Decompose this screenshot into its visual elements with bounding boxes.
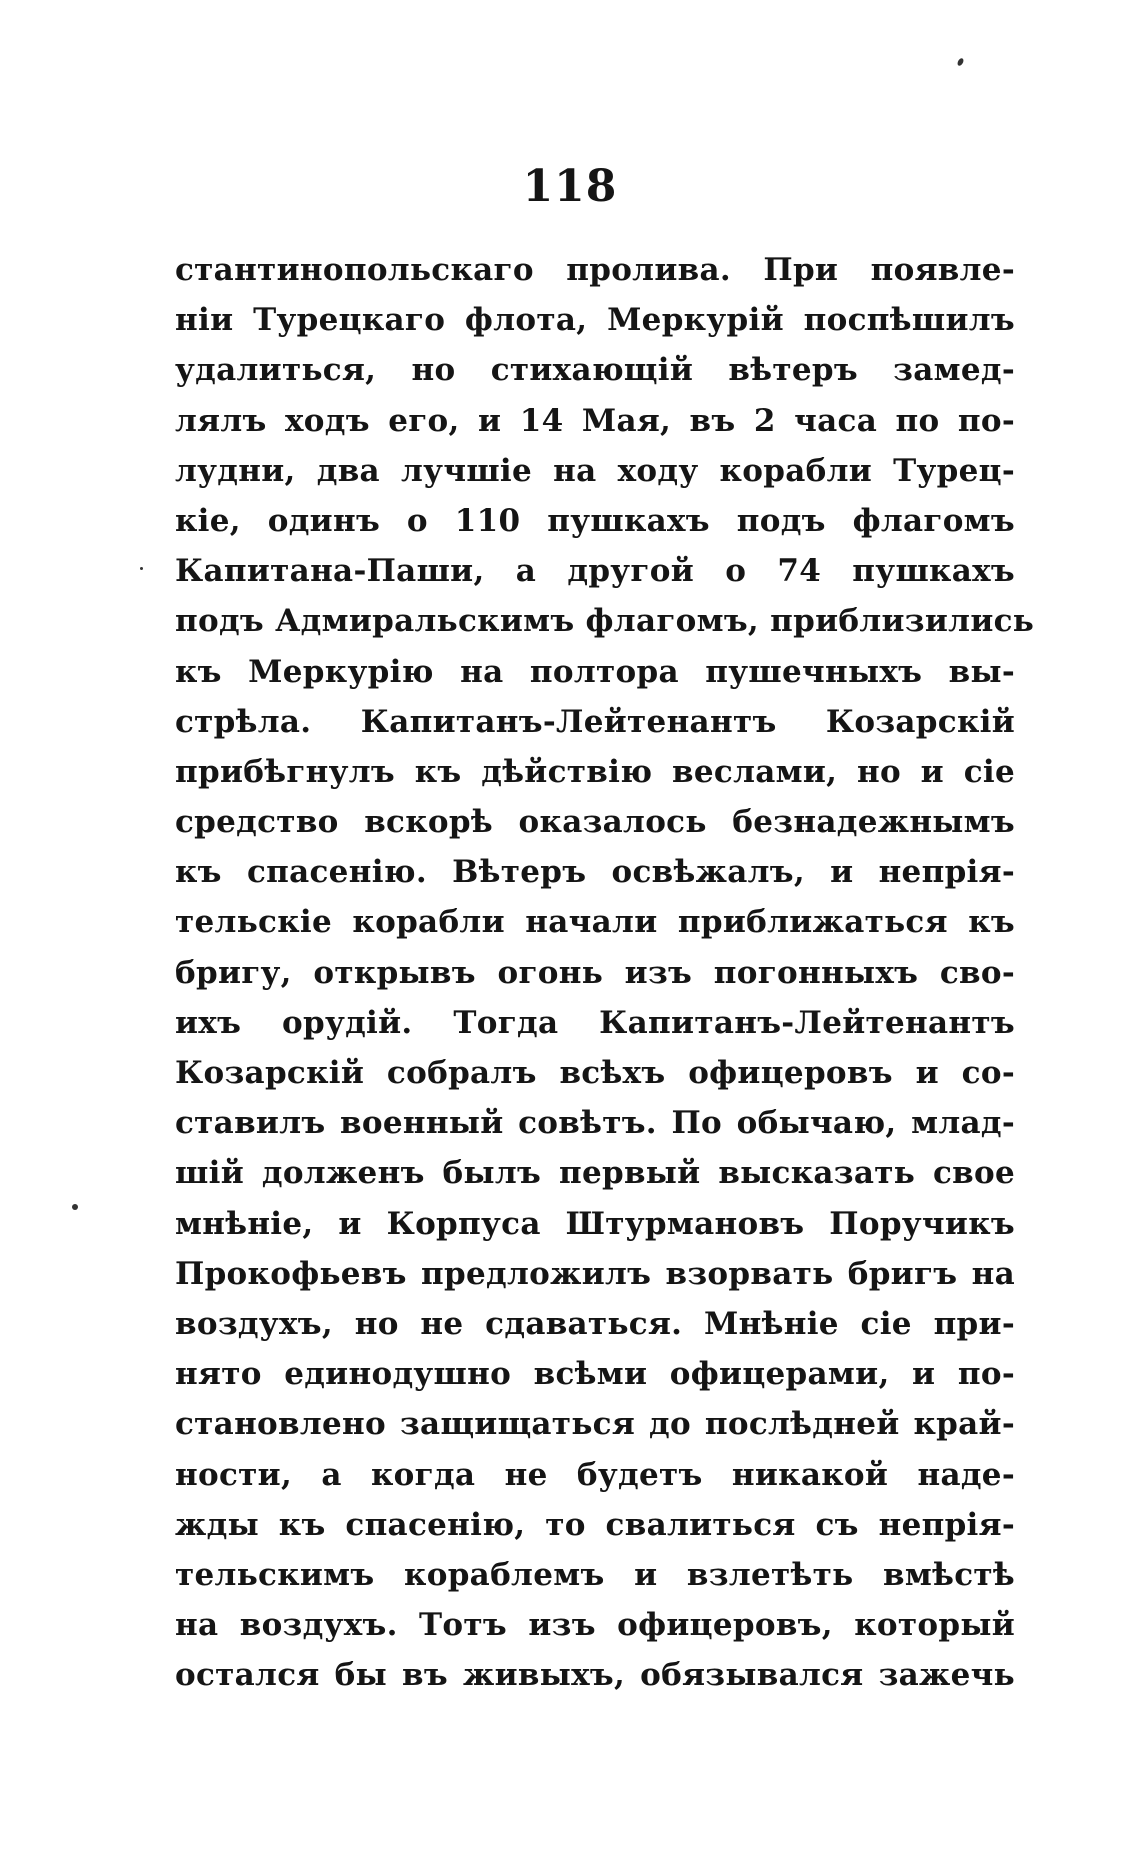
text-line: къ спасенію. Вѣтеръ освѣжалъ, и непрія-	[175, 854, 1015, 891]
text-line: удалиться, но стихающій вѣтеръ замед-	[175, 352, 1015, 389]
text-line: остался бы въ живыхъ, обязывался зажечь	[175, 1657, 1015, 1694]
text-line: Козарскій собралъ всѣхъ офицеровъ и со-	[175, 1055, 1015, 1091]
text-line: мнѣніе, и Корпуса Штурмановъ Поручикъ	[175, 1205, 1015, 1242]
text-line: кіе, одинъ о 110 пушкахъ подъ флагомъ	[175, 502, 1015, 539]
text-line: Капитана-Паши, а другой о 74 пушкахъ	[175, 553, 1015, 590]
text-line: подъ Адмиральскимъ флагомъ, приблизились	[175, 603, 1035, 640]
text-line: средство вскорѣ оказалось безнадежнымъ	[175, 804, 1015, 841]
text-line: бригу, открывъ огонь изъ погонныхъ сво-	[175, 954, 1015, 991]
scan-speck	[140, 567, 143, 570]
text-line: шій долженъ былъ первый высказать свое	[175, 1155, 1015, 1192]
text-line: лудни, два лучшіе на ходу корабли Турец-	[175, 452, 1015, 489]
text-line: воздухъ, но не сдаваться. Мнѣніе сіе при-	[175, 1305, 1015, 1342]
text-line: лялъ ходъ его, и 14 Мая, въ 2 часа по по-	[175, 402, 1015, 439]
text-line: стрѣла. Капитанъ-Лейтенантъ Козарскій	[175, 703, 1015, 740]
text-line: ности, а когда не будетъ никакой наде-	[175, 1456, 1015, 1493]
text-line: Прокофьевъ предложилъ взорвать бригъ на	[175, 1255, 1015, 1292]
text-line: ніи Турецкаго флота, Меркурій поспѣшилъ	[175, 302, 1015, 339]
page-number: 118	[522, 161, 618, 212]
text-line: становлено защищаться до послѣдней край-	[175, 1406, 1015, 1443]
scan-speck	[72, 1204, 78, 1210]
text-line: къ Меркурію на полтора пушечныхъ вы-	[175, 653, 1015, 690]
text-line: стантинопольскаго пролива. При появле-	[175, 252, 1015, 288]
text-line: тельскимъ кораблемъ и взлетѣть вмѣстѣ	[175, 1556, 1015, 1593]
body-text	[175, 245, 1035, 1700]
text-line: прибѣгнулъ къ дѣйствію веслами, но и сіе	[175, 753, 1015, 790]
text-line: ихъ орудій. Тогда Капитанъ-Лейтенантъ	[175, 1004, 1015, 1041]
text-line: на воздухъ. Тотъ изъ офицеровъ, который	[175, 1607, 1015, 1644]
text-line: тельскіе корабли начали приближаться къ	[175, 904, 1015, 941]
text-line: нято единодушно всѣми офицерами, и по-	[175, 1356, 1015, 1393]
text-line: жды къ спасенію, то свалиться съ непрія-	[175, 1506, 1015, 1543]
text-line: ставилъ военный совѣтъ. По обычаю, млад-	[175, 1105, 1015, 1142]
scan-speck	[956, 57, 964, 66]
